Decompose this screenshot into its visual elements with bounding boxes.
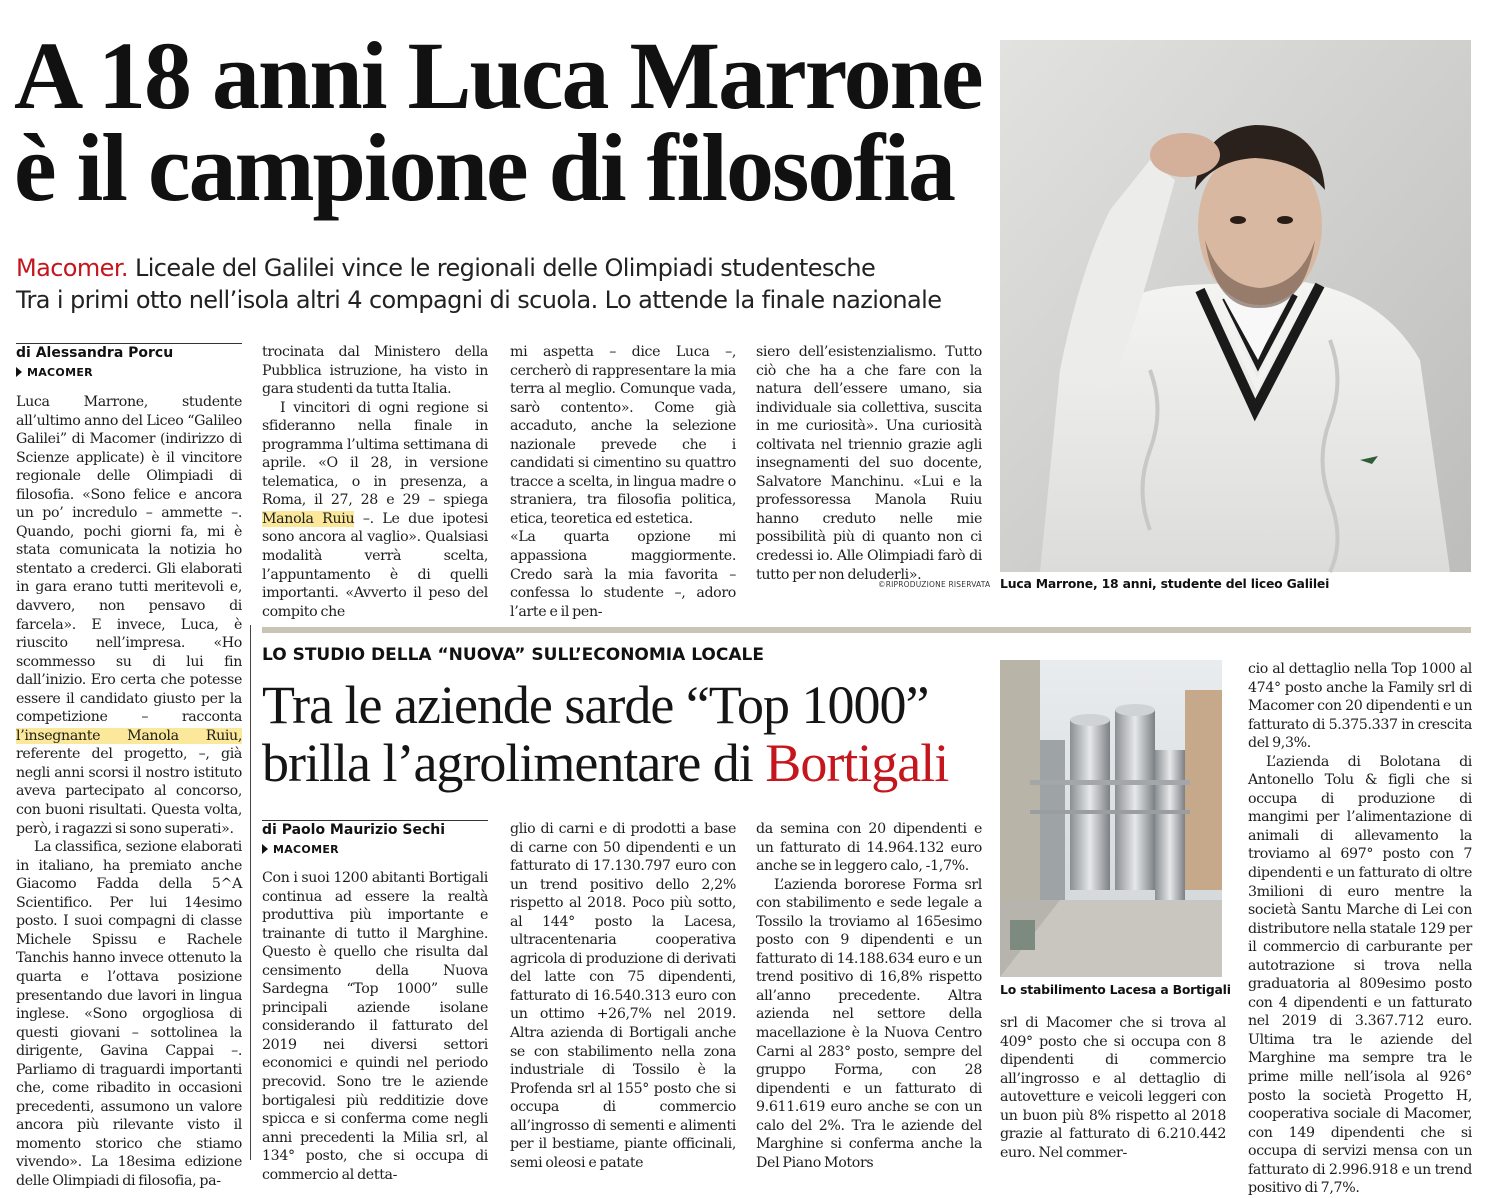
dateline-text: MACOMER bbox=[27, 366, 93, 379]
portrait-photo bbox=[1000, 40, 1471, 572]
article2-column-4 bbox=[1000, 1014, 1226, 1162]
paragraph: da semina con 20 dipendenti e un fatturato di 14.964.132 euro anche se in leggero calo, -1,7%. bbox=[756, 821, 982, 875]
portrait-illustration bbox=[1000, 40, 1471, 572]
headline-line-2: è il campione di filosofia bbox=[14, 114, 954, 221]
byline: di Alessandra Porcu bbox=[16, 345, 174, 361]
headline2-text: brilla l’agrolimentare di bbox=[262, 733, 766, 793]
paragraph: L’azienda bororese Forma srl con stabilimento e sede legale a Tossilo la troviamo al 165esimo posto con 9 dipendenti e un fatturato di 14.188.634 euro e un trend positivo di 16,8% rispetto all’anno precedente. Altra azienda nel settore della macellazione è la Nuova Centro Carni al 283° posto, sempre del gruppo Forma, con 28 dipendenti e un fatturato di 9.611.619 euro anche se con un calo del 2%. Tra le aziende del Marghine si conferma anche la Del Piano Motors bbox=[756, 876, 982, 1171]
article1-column-1 bbox=[16, 393, 242, 1191]
paragraph: «La quarta opzione mi appassiona maggiormente. Credo sarà la mia favorita – confessa lo studente –, adoro l’arte e il pen- bbox=[510, 529, 736, 620]
paragraph: La classifica, sezione elaborati in italiano, ha premiato anche Giacomo Fadda della 5^A Scientifico. Per lui 14esimo posto. I suoi compagni di classe Michele Spissu e Rachele Tanchis hanno invece ottenuto la quarta e l’ottava posizione presentando due lavori in lingua inglese. «Sono orgogliosa di questi giovani – sottolinea la dirigente, Gavina Cappai –. Parliamo di traguardi importanti che, come ribadito in occasioni precedenti, assumono un valore ancora più rilevante visto il momento storico che stiamo vivendo». La 18esima edizione delle Olimpiadi di filosofia, pa- bbox=[16, 839, 242, 1189]
photo-caption: Lo stabilimento Lacesa a Bortigali bbox=[1000, 982, 1231, 997]
article1-column-4 bbox=[756, 343, 982, 584]
subheadline bbox=[16, 252, 1006, 316]
dateline-marker-icon bbox=[16, 367, 22, 377]
dateline-marker-icon bbox=[262, 844, 268, 854]
paragraph: siero dell’esistenzialismo. Tutto ciò che ha a che fare con la natura dell’essere umano, sia individuale sia collettiva, suscita in me curiosità». Una curiosità coltivata nel triennio grazie agli insegnamenti del suo docente, Salvatore Manchinu. «Lui e la professoressa Manola Ruiu hanno creduto nelle mie possibilità più di quanto non ci credessi io. Alle Olimpiadi farò di tutto per non deluderli». bbox=[756, 344, 982, 583]
factory-illustration bbox=[1000, 660, 1222, 977]
dateline bbox=[16, 366, 93, 379]
paragraph: cio al dettaglio nella Top 1000 al 474° posto anche la Family srl di Macomer con 20 dipendenti e un fatturato di 5.375.337 in crescita del 9,3%. bbox=[1248, 661, 1472, 752]
subhead-line-1-text: Liceale del Galilei vince le regionali delle Olimpiadi studentesche bbox=[127, 254, 876, 282]
byline-rule bbox=[262, 820, 488, 821]
article1-column-3 bbox=[510, 343, 736, 621]
byline: di Paolo Maurizio Sechi bbox=[262, 822, 446, 838]
main-headline bbox=[14, 22, 994, 221]
subhead-line-2: Tra i primi otto nell’isola altri 4 compagni di scuola. Lo attende la finale nazionale bbox=[16, 286, 942, 314]
highlighted-text: l’insegnante Manola Ruiu, bbox=[16, 727, 242, 744]
article2-column-3 bbox=[756, 820, 982, 1172]
paragraph: srl di Macomer che si trova al 409° posto che si occupa con 8 dipendenti di commercio all’ingrosso e al dettaglio di autovetture e veicoli leggeri con un buon più 8% rispetto al 2018 grazie al fatturato di 6.210.442 euro. Nel commer- bbox=[1000, 1015, 1226, 1161]
text-run: Luca Marrone, studente all’ultimo anno del Liceo “Galileo Galilei” di Macomer (indirizzo di Scienze applicate) è il vincitore regionale delle Olimpiadi di filosofia. «Sono felice e ancora un po’ incredulo – ammette –. Quando, pochi giorni fa, mi è stata comunicata la notizia ho stentato a crederci. Gli elaborati in gara erano tutti meritevoli e, davvero, non pensavo di farcela». E invece, Luca, è riuscito nell’impresa. «Ho scommesso su di lui fin dall’inizio. Ero certa che potesse essere il candidato giusto per la competizione – racconta bbox=[16, 394, 242, 726]
headline2-line-1: Tra le aziende sarde “Top 1000” bbox=[262, 675, 929, 735]
article2-column-2 bbox=[510, 820, 736, 1172]
text-run: –. Le due ipotesi sono ancora al vaglio». Qualsiasi modalità verrà scelta, l’appuntamento è di quelli importanti. «Avverto il peso del compito che bbox=[262, 510, 488, 620]
headline-line-1: A 18 anni Luca Marrone bbox=[14, 22, 982, 129]
paragraph bbox=[16, 393, 242, 838]
text-run: referente del progetto, –, già negli anni scorsi il nostro istituto aveva partecipato al concorso, con buoni risultati. Questa volta, però, i ragazzi si sono superati». bbox=[16, 746, 242, 837]
highlighted-text: Manola Ruiu bbox=[262, 510, 355, 527]
section-divider bbox=[262, 627, 1471, 633]
article1-column-2 bbox=[262, 343, 488, 621]
factory-photo bbox=[1000, 660, 1222, 977]
photo-caption: Luca Marrone, 18 anni, studente del liceo Galilei bbox=[1000, 576, 1330, 591]
copyright-credit: ©RIPRODUZIONE RISERVATA bbox=[878, 580, 991, 589]
paragraph: glio di carni e di prodotti a base di carne con 50 dipendenti e un fatturato di 17.130.797 euro con un trend positivo dello 2,2% rispetto al 2018. Poco più sotto, al 144° posto la Lacesa, ultracentenaria cooperativa agricola di produzione di derivati del latte con 75 dipendenti, fatturato di 16.540.313 euro con un ottimo +26,7% nel 2019. Altra azienda di Bortigali anche se con stabilimento nella zona industriale di Tossilo è la Profenda srl al 155° posto che si occupa di commercio all’ingrosso di sementi e alimenti per il bestiame, piante officinali, semi oleosi e patate bbox=[510, 821, 736, 1171]
dateline bbox=[262, 843, 339, 856]
article2-headline bbox=[262, 676, 1002, 792]
subhead-line-1 bbox=[16, 252, 1006, 284]
article2-column-5 bbox=[1248, 660, 1472, 1198]
paragraph: Con i suoi 1200 abitanti Bortigali continua ad essere la realtà produttiva più importante e trainante di tutto il Marghine. Questo è quello che risulta dal censimento della Nuova Sardegna “Top 1000” sulle principali aziende isolane considerando il fatturato del 2019 nei diversi settori economici e quindi nel periodo precovid. Sono tre le aziende bortigalesi più redditizie dove spicca e si conferma come negli anni precedenti la Milia srl, al 134° posto, che si occupa di commercio al detta- bbox=[262, 870, 488, 1183]
paragraph: trocinata dal Ministero della Pubblica istruzione, ha visto in gara studenti da tutta Italia. bbox=[262, 344, 488, 398]
column-separator bbox=[250, 625, 251, 1160]
article2-column-1 bbox=[262, 869, 488, 1184]
dateline-text: MACOMER bbox=[273, 843, 339, 856]
byline-rule bbox=[16, 343, 242, 344]
headline2-line-2 bbox=[262, 734, 1002, 792]
text-run: I vincitori di ogni regione si sfideranno nella finale in programma l’ultima settimana di aprile. «O il 28, in versione telematica, o in presenza, a Roma, il 27, 28 e 29 – spiega bbox=[262, 399, 488, 509]
headline2-highlight: Bortigali bbox=[765, 733, 949, 793]
kicker: LO STUDIO DELLA “NUOVA” SULL’ECONOMIA LOCALE bbox=[262, 645, 764, 665]
paragraph: L’azienda di Bolotana di Antonello Tolu & figli che si occupa di produzione di mangimi per l’alimentazione di animali di allevamento la troviamo al 697° posto con 7 dipendenti e un fatturato di oltre 3milioni di euro mentre la società Santu Marche di Lei con distributore nella statale 129 per il commercio di carburante per autotrazione si trova nella graduatoria al 809esimo posto con 4 dipendenti e un fatturato nel 2019 di 3.367.712 euro. Ultima tra le aziende del Marghine ma sempre tra le prime mille nell’isola al 926° posto la società Progetto H, cooperativa sociale di Macomer, con 149 dipendenti che si occupa di servizi mensa con un fatturato di 2.996.918 e un trend positivo di 7,7%. bbox=[1248, 753, 1472, 1197]
paragraph bbox=[262, 399, 488, 622]
paragraph: mi aspetta – dice Luca –, cercherò di rappresentare la mia terra al meglio. Comunque vada, sarò contento». Come già accaduto, anche la selezione nazionale prevede che i candidati si cimentino su quattro tracce a scelta, in lingua madre o straniera, tra filosofia politica, etica, teoretica ed estetica. bbox=[510, 344, 736, 527]
subhead-location: Macomer. bbox=[16, 254, 128, 282]
